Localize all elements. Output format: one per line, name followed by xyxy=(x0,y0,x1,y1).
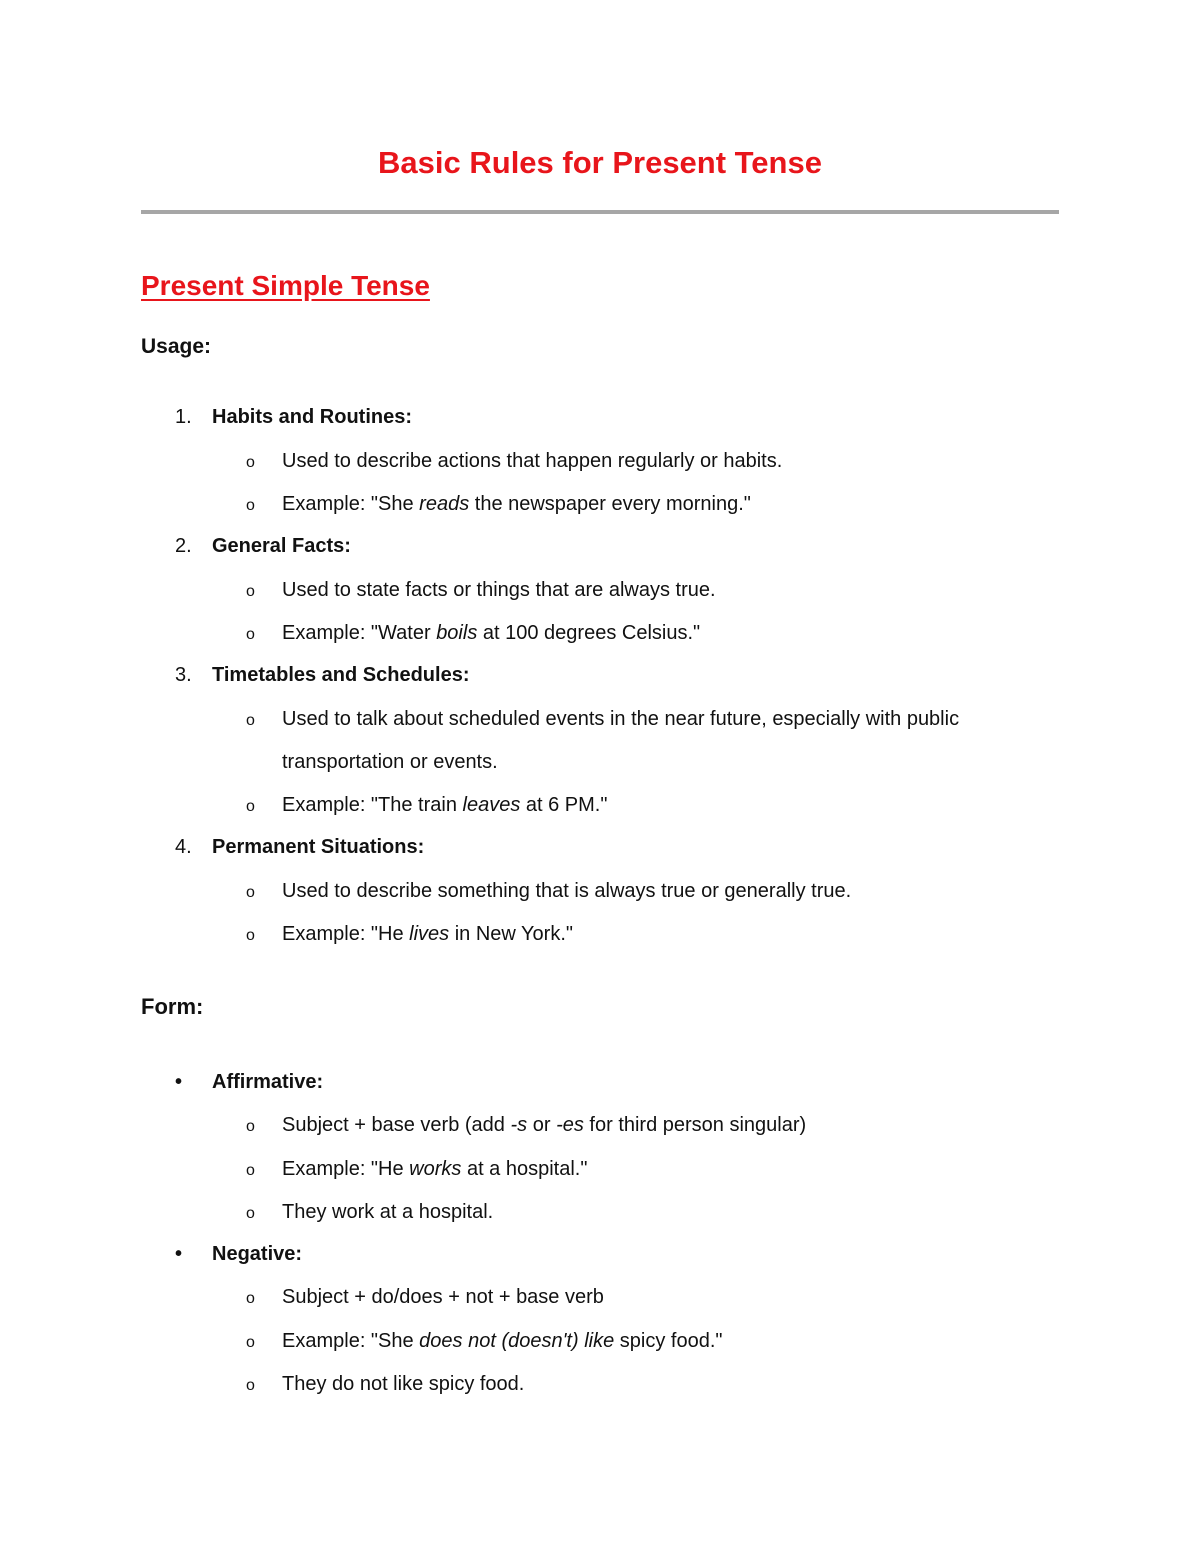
form-item-heading xyxy=(175,1239,302,1269)
sub-point: o Used to state facts or things that are always true. xyxy=(246,575,1036,607)
sub-bullet-icon: o xyxy=(246,1205,255,1222)
sub-bullet-icon: o xyxy=(246,1334,255,1351)
example-point: o Example: "She reads the newspaper every morning." xyxy=(246,489,1036,521)
italic-verb: works xyxy=(409,1158,462,1180)
sub-bullet-icon: o xyxy=(246,1162,255,1179)
document-title: Basic Rules for Present Tense xyxy=(378,145,822,180)
sub-point: o Used to describe actions that happen regularly or habits. xyxy=(246,446,1036,478)
example-point: o Example: "The train leaves at 6 PM." xyxy=(246,790,1036,822)
usage-label: Usage: xyxy=(141,335,212,358)
sub-bullet-icon: o xyxy=(246,798,255,815)
bullet-icon: • xyxy=(175,1243,183,1265)
usage-item-heading xyxy=(175,660,470,690)
form-item-heading xyxy=(175,1067,323,1097)
usage-item-heading xyxy=(175,402,412,432)
sub-bullet-icon: o xyxy=(246,1290,255,1307)
section-title: Present Simple Tense xyxy=(141,270,430,301)
example-point: o Example: "He lives in New York." xyxy=(246,919,1036,951)
horizontal-rule xyxy=(141,210,1059,214)
usage-item-heading xyxy=(175,531,351,561)
sub-bullet-icon: o xyxy=(246,884,255,901)
form-heading-text: Affirmative: xyxy=(212,1071,324,1093)
sub-bullet-icon: o xyxy=(246,927,255,944)
italic-verb: lives xyxy=(409,923,450,945)
list-number: 3. xyxy=(175,664,192,686)
sub-point-continuation: transportation or events. xyxy=(282,751,498,773)
sub-bullet-icon: o xyxy=(246,583,255,600)
italic-verb: boils xyxy=(436,622,478,644)
sub-point: o They work at a hospital. xyxy=(246,1197,1036,1229)
sub-point: o Used to talk about scheduled events in the near future, especially with public xyxy=(246,704,1036,736)
example-point: o Example: "She does not (doesn't) like spicy food." xyxy=(246,1326,1036,1358)
sub-bullet-icon: o xyxy=(246,712,255,729)
sub-point: o Subject + do/does + not + base verb xyxy=(246,1282,1036,1314)
sub-point: o Used to describe something that is always true or generally true. xyxy=(246,876,1036,908)
sub-point: o Subject + base verb (add -s or -es for third person singular) xyxy=(246,1110,1036,1142)
form-label: Form: xyxy=(141,994,204,1019)
sub-bullet-icon: o xyxy=(246,497,255,514)
bullet-icon: • xyxy=(175,1071,183,1093)
example-point: o Example: "Water boils at 100 degrees Celsius." xyxy=(246,618,1036,650)
usage-heading-text: Habits and Routines: xyxy=(212,406,413,428)
form-heading-text: Negative: xyxy=(212,1243,303,1265)
sub-bullet-icon: o xyxy=(246,626,255,643)
example-point: o Example: "He works at a hospital." xyxy=(246,1154,1036,1186)
italic-verb: leaves xyxy=(462,794,521,816)
italic-verb: does not (doesn't) like xyxy=(419,1330,615,1352)
sub-bullet-icon: o xyxy=(246,1118,255,1135)
list-number: 1. xyxy=(175,406,192,428)
sub-bullet-icon: o xyxy=(246,454,255,471)
list-number: 4. xyxy=(175,836,192,858)
italic-verb: reads xyxy=(419,493,470,515)
usage-item-heading xyxy=(175,832,424,862)
sub-bullet-icon: o xyxy=(246,1377,255,1394)
list-number: 2. xyxy=(175,535,192,557)
sub-point: o They do not like spicy food. xyxy=(246,1369,1036,1401)
usage-heading-text: General Facts: xyxy=(212,535,351,557)
usage-heading-text: Timetables and Schedules: xyxy=(212,664,470,686)
usage-heading-text: Permanent Situations: xyxy=(212,836,425,858)
